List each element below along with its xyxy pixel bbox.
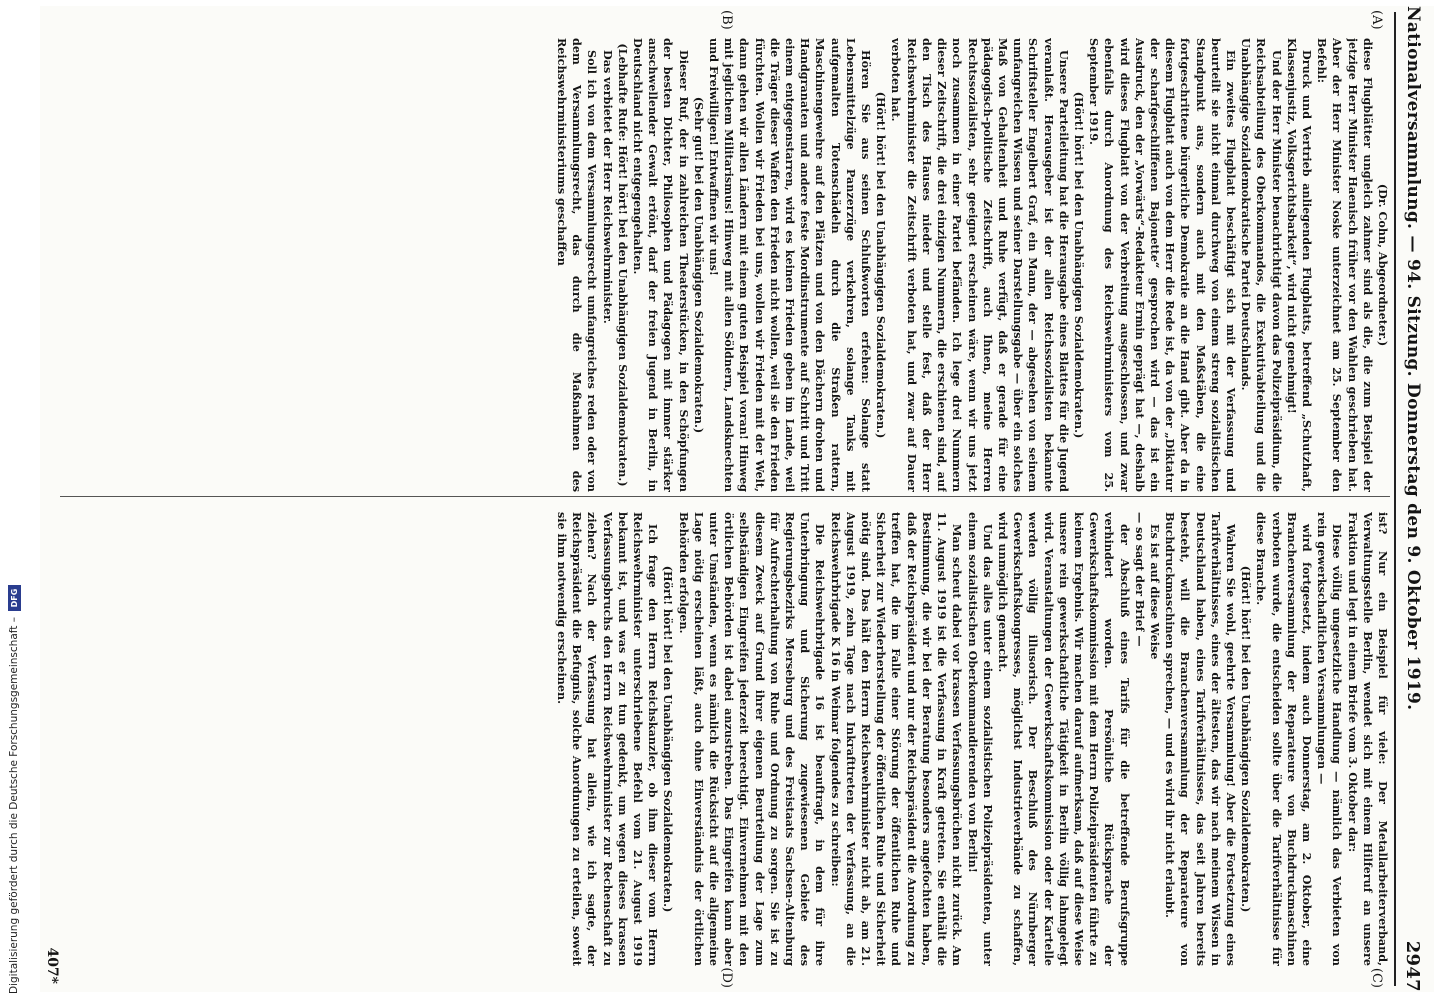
paragraph: Soll ich von dem Versammlungsrecht umfangreiches reden oder von dem Versammlungsrecht, das durch die Maßnahmen des Reichswehrministeriums geschaffen [555, 38, 600, 492]
paragraph: diese Flugblätter ungleich zahmer sind als die, die zum Beispiel der jetzige Herr Minister Haenisch früher vor den Wahlen geschrieben hat. Aber der Herr Minister Noske unterzeichnet am 25. September den Befehl: [1315, 38, 1375, 492]
right-column [60, 512, 1390, 966]
quote: Hören Sie aus seinen Schlußworten erfehen: Solange statt Lebensmittelzüge Panzerzüge verkehren, solange Tanks mit aufgemalten Totenschädeln durch die Straßen rattern, Maschinengewehre auf den Plätzen und von den Dächern drohen und Handgranaten und andere feste Mordinstrumente auf Schritt und Tritt einem entgegenstarren, wird es keinen Frieden geben im Lande, weil die Träger dieser Waffen den Frieden nicht wollen, weil sie den Frieden fürchten. Wollen wir Frieden bei uns, wollen wir Frieden mit der Welt, dann gehen wir allen Ländern mit einem guten Beispiel voran! Hinweg mit jeglichem Militarismus! Hinweg mit allen Söldnern, Landsknechten und Freiwilligen! Entwaffnen wir uns! [707, 38, 874, 492]
quote: Die Reichswehrbrigade 16 ist beauftragt, in dem für ihre Unterbringung und Sicherung zugewiesenen Gebiete des Regierungsbezirks Merseburg und des Freistaats Sachsen-Altenburg für Aufrechterhaltung von Ruhe und Ordnung zu sorgen. Sie ist zu diesem Zweck auf Grund ihrer eigenen Beurteilung der Lage zum selbständigen Eingreifen jederzeit berechtigt. Einvernehmen mit den örtlichen Behörden ist dabei anzustreben. Das Eingreifen kann aber unter Umständen, wenn es nämlich die Rücksicht auf die allgemeine Lage nötig erscheinen läßt, auch ohne Einverständnis der örtlichen Behörden erfolgen. [676, 512, 828, 966]
paragraph: Ein zweites Flugblatt beschäftigt sich mit der Verfassung und beurteilt sie nicht einmal durchweg von einem streng sozialistischen Standpunkt aus, sondern auch mit den Maßstäben, die eine fortgeschrittene bürgerliche Demokratie an die Hand gibt. Aber da in diesem Flugblatt auch von dem Herr die Rede ist, da von der „Diktatur der scharfgeschliffenen Bajonette“ gesprochen wird — das ist ein Ausdruck, den der „Vorwärts“-Redakteur Ermin geprägt hat —, deshalb wird dieses Flugblatt von der Verbreitung ausgeschlossen, und zwar ebenfalls durch Anordnung des Reichswehrministers vom 25. September 1919. [1087, 38, 1238, 492]
page-number: 2947 [1402, 940, 1424, 992]
signature-mark: 407* [44, 947, 60, 984]
quote: Druck und Vertrieb anliegenden Flugblatts, betreffend „Schutzhaft, Klassenjustiz, Volksgerichtsbarkeit“, wird nicht genehmigt! [1284, 38, 1314, 492]
interjection: (Hört! hört! bei den Unabhängigen Sozialdemokraten.) [661, 565, 676, 913]
interjection: (Lebhafte Rufe: Hört! hört! bei den Unabhängigen Sozialdemokraten.) [615, 43, 630, 487]
scanned-page [40, 6, 1434, 992]
quote: der Abschluß eines Tarifs für die betreffende Berufsgruppe verhindert worden. Persönliche Rücksprache der Gewerkschaftskommission mit dem Herrn Polizeipräsidenten führte zu keinem Ergebnis. Wir machen darauf aufmerksam, daß auf diese Weise unsere rein gewerkschaftliche Tätigkeit in Berlin völlig lahmgelegt wird. Veranstaltungen der Gewerkschaftskommission oder der Kartelle werden völlig illusorisch. Der Beschluß des Nürnberger Gewerkschaftskongresses, möglichst Industrieverbände zu schaffen, wird unmöglich gemacht. [995, 512, 1132, 966]
printed-page [40, 6, 1434, 992]
paragraph: Das verbietet der Herr Reichswehrminister. [600, 50, 615, 324]
quote: Es ist auf diese Weise [1147, 524, 1162, 660]
header-rule [1394, 12, 1396, 986]
page-header [1398, 6, 1428, 992]
margin-marker-d: (D) [719, 967, 734, 988]
header-title: Nationalversammlung. — 94. Sitzung. Donnerstag den 9. Oktober 1919. [1403, 6, 1423, 711]
interjection: (Sehr gut! bei den Unabhängigen Sozialdemokraten.) [691, 96, 706, 434]
aside: — so sagt der Brief — [1132, 512, 1147, 647]
paragraph: ist? Nur ein Beispiel für viele: Der Metallarbeiterverband, Verwaltungsstelle Berlin, wendet sich mit einem Hilferuf an unsere Fraktion und legt in einem Briefe vom 3. Oktober dar: [1345, 512, 1390, 966]
paragraph: Und das alles unter einem sozialistischen Polizeipräsidenten, unter einem sozialistischen Oberkommandierenden von Berlin! [965, 512, 995, 966]
paragraph: Dieser Ruf, der in zahlreichen Theaterstücken, in den Schöpfungen der besten Dichter, Philosophen und Pädagogen mit immer stärker anschwellender Gewalt ertönt, darf der freien Jugend in Berlin, in Deutschland nicht entgegengehalten. [631, 38, 691, 492]
interjection: (Hört! hört! bei den Unabhängigen Sozialdemokraten.) [874, 91, 889, 439]
paragraph: Man scheut dabei vor krassen Verfassungsbrüchen nicht zurück. Am 11. August 1919 ist die Verfassung in Kraft getreten. Sie enthält die Bestimmung, die wir bei der Beratung besonders angefochten haben, daß der Reichspräsident und nur der Reichspräsident die Anordnung zu treffen hat, die im Falle einer Störung der öffentlichen Ruhe und Sicherheit zur Wiederherstellung der öffentlichen Ruhe und Sicherheit nötig sind. Das hält den Herrn Reichswehrminister nicht ab, am 21. August 1919, zehn Tage nach Inkrafttreten der Verfassung, an die Reichswehrbrigade K 16 in Weimar folgendes zu schreiben: [828, 512, 965, 966]
margin-marker-a: (A) [1369, 10, 1384, 30]
interjection: (Hört! hört! bei den Unabhängigen Sozialdemokraten.) [1239, 565, 1254, 913]
paragraph: (Dr. Cohn, Abgeordneter.) [1376, 183, 1390, 347]
paragraph: Unsere Parteileitung hat die Herausgabe eines Blattes für die Jugend veranlaßt. Herausgeber ist der allen Reichssozialisten bekannte Schriftsteller Engelbert Graf, ein Mann, der — abgesehen von seinem umfangreichen Wissen und seiner Darstellungsgabe — über ein solches Maß von Gehaltenheit und Ruhe verfügt, daß er gerade für eine pädagogisch-politische Zeitschrift, auch Ihnen, meine Herren Rechtssozialisten, sehr geeignet erscheinen wäre, wenn wir uns jetzt noch zusammen in einer Partei befänden. Ich lege drei Nummern dieser Zeitschrift, die drei einzigen Nummern, die erschienen sind, auf den Tisch des Hauses nieder und stelle fest, daß der Herr Reichswehrminister die Zeitschrift verboten hat, und zwar auf Dauer verboten hat. [889, 38, 1071, 492]
interjection: (Hört! hört! bei den Unabhängigen Sozialdemokraten.) [1071, 91, 1086, 439]
paragraph: Und der Herr Minister benachrichtigt davon das Polizeipräsidium, die Reichsabteilung des Oberkommandos, die Exekutivabteilung und die Unabhängige Sozialdemokratische Partei Deutschlands. [1239, 38, 1284, 492]
quote: wird fortgesetzt, indem auch Donnerstag, am 2. Oktober, eine Branchenversammlung der Reparateure von Buchdruckmaschinen verboten wurde, die entscheiden sollte über die Tarifverhältnisse für diese Branche. [1254, 512, 1314, 966]
paragraph: Wahren Sie wohl, geehrte Versammlung! Aber die Fortsetzung eines Tarifverhältnisses, eines der ältesten, das wir nach meinem Wissen in Deutschland haben, eines Tarifverhältnisses, das seit Jahren bereits besteht, will die Branchenversammlung der Reparateure von Buchdruckmaschinen sprechen, — und es wird ihr nicht erlaubt. [1163, 512, 1238, 966]
digitization-credit [2, 6, 26, 994]
margin-marker-c: (C) [1369, 967, 1384, 988]
dfg-logo-icon: DFG [8, 585, 21, 611]
margin-marker-b: (B) [719, 10, 734, 30]
paragraph: Ich frage den Herrn Reichskanzler, ob ihm dieser vom Herrn Reichswehrminister unterschriebene Befehl vom 21. August 1919 bekannt ist, und was er zu tun gedenkt, um wegen dieses krassen Verfassungsbruchs den Herrn Reichswehrminister zur Rechenschaft zu ziehen? Nach der Verfassung hat allein, wie ich sagte, der Reichspräsident die Befugnis, solche Anordnungen zu erteilen, soweit sie ihm notwendig erscheinen. [555, 512, 661, 966]
column-divider [60, 496, 1390, 497]
quote: Diese völlig ungesetzliche Handlung — nämlich das Verbieten von rein gewerkschaftlichen Versammlungen — [1315, 512, 1345, 966]
credit-text: Digitalisierung gefördert durch die Deutsche Forschungsgemeinschaft – [8, 617, 20, 994]
left-column [60, 38, 1390, 492]
